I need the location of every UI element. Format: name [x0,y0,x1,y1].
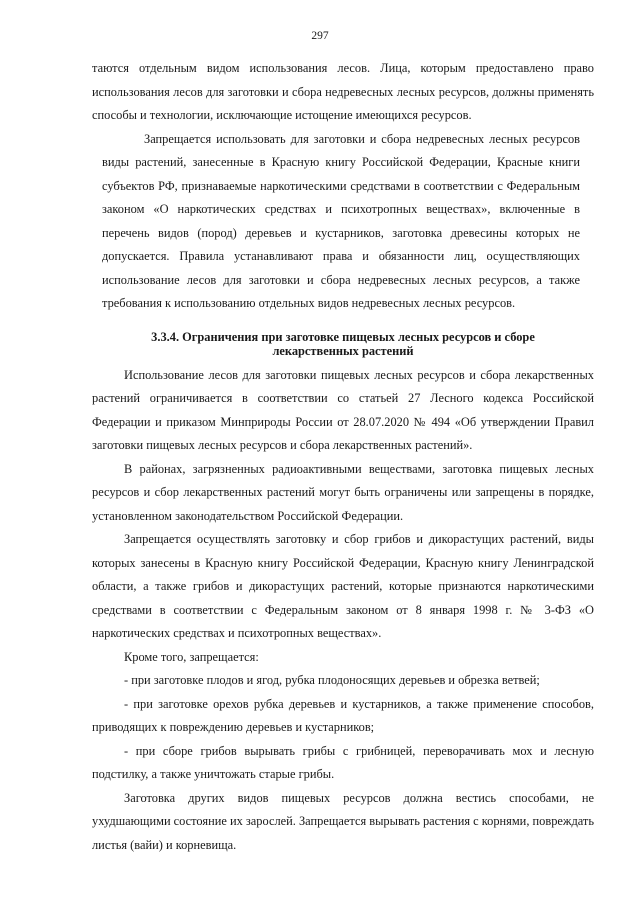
paragraph-other-food-resources: Заготовка других видов пищевых ресурсов должна вестись способами, не ухудшающими состояние их зарослей. Запрещается вырывать растения с корнями, повреждать листья (вайи) и корневища. [92,790,594,852]
paragraph-forest-use-limits: Использование лесов для заготовки пищевых лесных ресурсов и сбора лекарственных растений ограничивается в соответствии со статьей 27 Лесного кодекса Российской Федерации и приказом Минприроды России от 28.07.2020 № 494 «Об утверждении Правил заготовки пищевых лесных ресурсов и сбора лекарственных растений». [92,367,594,452]
list-item-mushrooms: - при сборе грибов вырывать грибы с грибницей, переворачивать мох и лесную подстилку, а также уничтожать старые грибы. [92,743,594,781]
paragraph-red-book-prohibition: Запрещается осуществлять заготовку и сбор грибов и дикорастущих растений, виды которых занесены в Красную книгу Российской Федерации, Красную книгу Ленинградской области, а также грибов и дикорастущих растений, которые признаются наркотическими средствами в соответствии с Федеральным законом от 8 января 1998 г. № 3-ФЗ «О наркотических средствах и психотропных веществах». [92,532,594,640]
paragraph-radioactive-areas: В районах, загрязненных радиоактивными веществами, заготовка пищевых лесных ресурсов и сбор лекарственных растений могут быть ограничены или запрещены в порядке, установленном законодательством Российской Федерации. [92,461,594,523]
document-body [92,57,594,857]
section-heading [92,330,594,358]
paragraph-also-prohibited: Кроме того, запрещается: [124,649,259,664]
list-item-nuts: - при заготовке орехов рубка деревьев и кустарников, а также применение способов, приводящих к повреждению деревьев и кустарников; [92,696,594,734]
paragraph-continuation: таются отдельным видом использования лесов. Лица, которым предоставлено право использования лесов для заготовки и сбора недревесных лесных ресурсов, должны применять способы и технологии, исключающие истощение имеющихся ресурсов. [92,61,594,122]
page-number: 297 [311,30,329,42]
section-heading-line-1: 3.3.4. Ограничения при заготовке пищевых лесных ресурсов и сборе [151,329,535,344]
section-heading-line-2: лекарственных растений [272,343,414,358]
list-item-fruits-berries: - при заготовке плодов и ягод, рубка плодоносящих деревьев и обрезка ветвей; [124,673,540,687]
paragraph-prohibition-nontimber: Запрещается использовать для заготовки и сбора недревесных лесных ресурсов виды растений, занесенные в Красную книгу Российской Федерации, Красные книги субъектов РФ, признаваемые наркотическими средствами в соответствии с Федеральным законом «О наркотических средствах и психотропных веществах», включенные в перечень видов (пород) деревьев и кустарников, заготовка древесины которых не допускается. Правила устанавливают права и обязанности лиц, осуществляющих использование лесов для заготовки и сбора недревесных лесных ресурсов, а также требования к использованию отдельных видов недревесных лесных ресурсов. [102,131,580,310]
